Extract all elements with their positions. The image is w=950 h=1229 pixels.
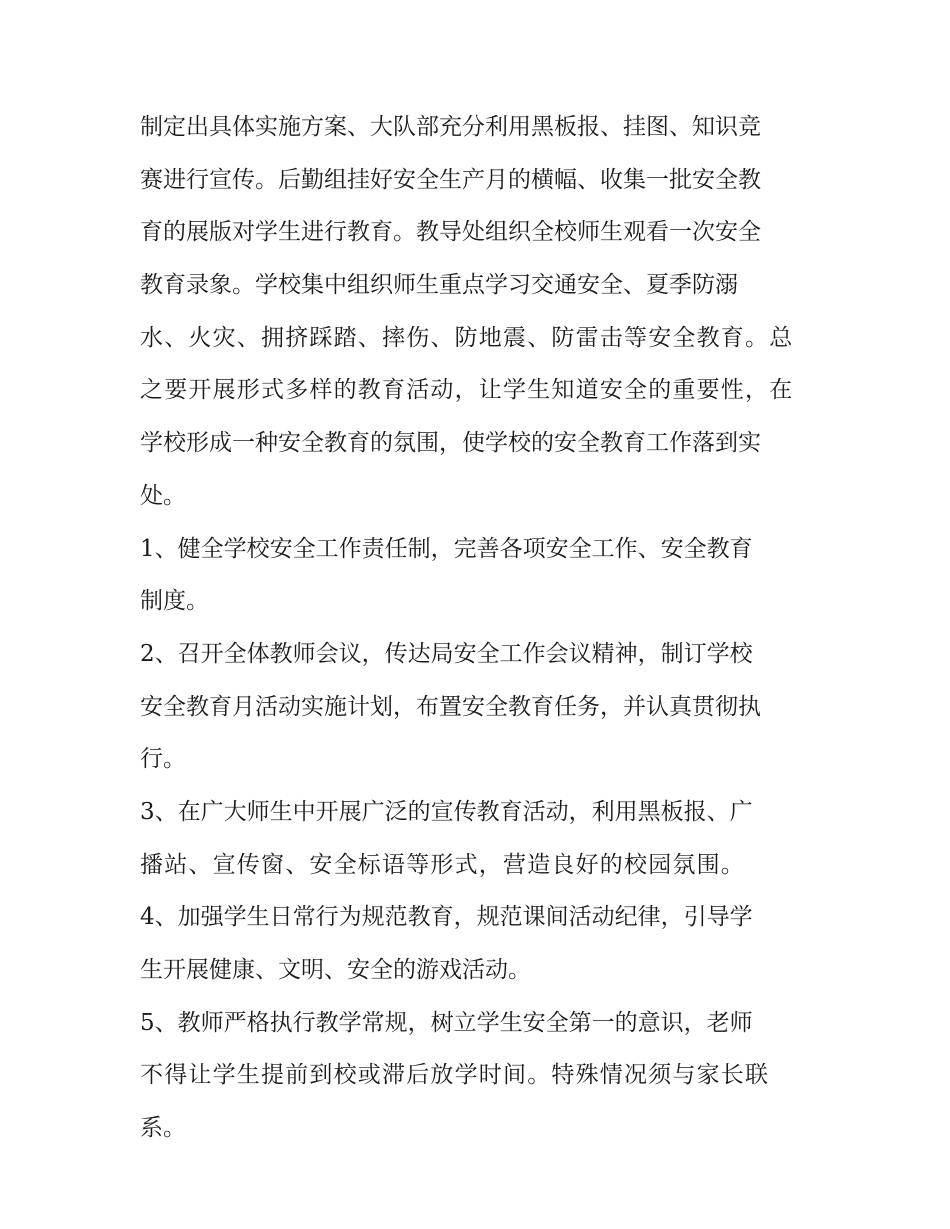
text-line: 4、加强学生日常行为规范教育，规范课间活动纪律，引导学 [140,904,753,931]
list-item-3 [140,786,820,891]
text-line: 1、健全学校安全工作责任制，完善各项安全工作、安全教育 [140,535,753,562]
list-item-4 [140,891,820,996]
text-line: 教育录象。学校集中组织师生重点学习交通安全、夏季防溺 [140,272,738,299]
text-line: 水、火灾、拥挤踩踏、摔伤、防地震、防雷击等安全教育。总 [140,324,794,351]
list-item-5 [140,997,820,1155]
text-line: 5、教师严格执行教学常规，树立学生安全第一的意识，老师 [140,1009,753,1036]
text-line: 系。 [140,1115,186,1142]
text-line: 制度。 [140,588,209,615]
intro-paragraph [140,101,820,523]
text-line: 播站、宣传窗、安全标语等形式，营造良好的校园氛围。 [140,851,745,878]
list-item-2 [140,628,820,786]
text-line: 3、在广大师生中开展广泛的宣传教育活动，利用黑板报、广 [140,798,753,825]
document-body [140,101,820,1155]
text-line: 不得让学生提前到校或滞后放学时间。特殊情况须与家长联 [140,1062,770,1089]
text-line: 学校形成一种安全教育的氛围，使学校的安全教育工作落到实 [140,430,761,457]
text-line: 制定出具体实施方案、大队部充分利用黑板报、挂图、知识竞 [140,114,761,140]
text-line: 赛进行宣传。后勤组挂好安全生产月的横幅、收集一批安全教 [140,166,761,193]
text-line: 行。 [140,746,186,773]
text-line: 2、召开全体教师会议，传达局安全工作会议精神，制订学校 [140,640,753,667]
text-line: 处。 [140,482,186,509]
text-line: 生开展健康、文明、安全的游戏活动。 [140,957,531,983]
text-line: 安全教育月活动实施计划，布置安全教育任务，并认真贯彻执 [140,693,761,720]
text-line: 之要开展形式多样的教育活动，让学生知道安全的重要性，在 [140,377,794,404]
list-item-1 [140,523,820,628]
text-line: 育的展版对学生进行教育。教导处组织全校师生观看一次安全 [140,219,761,246]
